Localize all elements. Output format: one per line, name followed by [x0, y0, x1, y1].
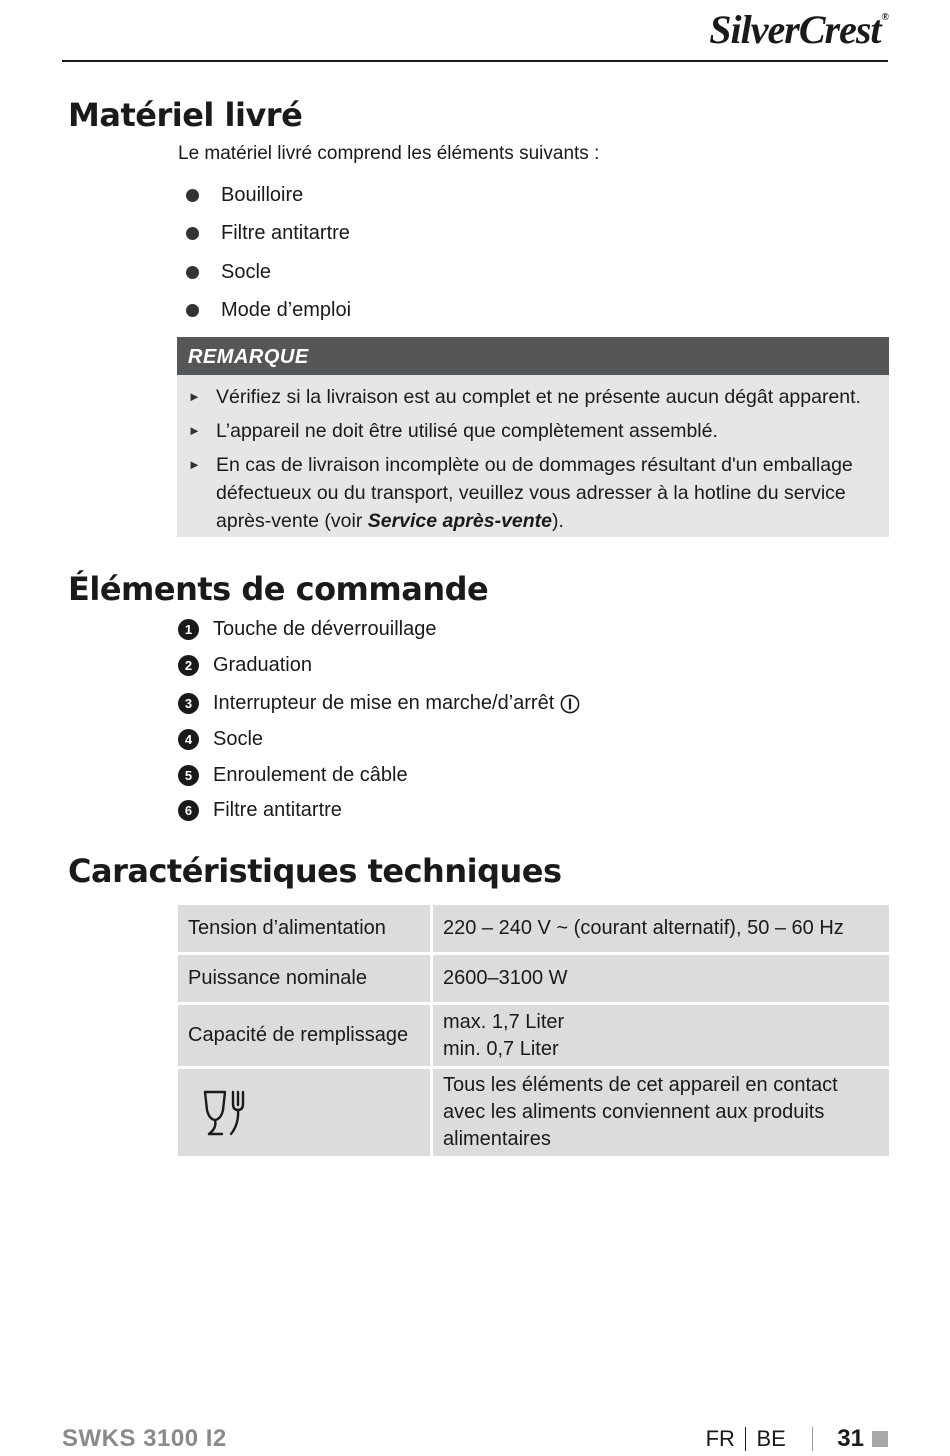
footer-lang-be: BE: [756, 1426, 786, 1451]
spec-value: Tous les éléments de cet appareil en contact avec les aliments conviennent aux produits alimentaires: [433, 1069, 889, 1159]
divider: [812, 1427, 814, 1451]
section-title-delivery: Matériel livré: [68, 96, 303, 134]
arrow-right-icon: ►: [188, 389, 201, 404]
number-badge: 6: [178, 800, 199, 821]
list-item: 6 Filtre antitartre: [178, 793, 580, 829]
table-row: [178, 955, 889, 1005]
note-heading: REMARQUE: [177, 337, 889, 375]
bullet-icon: [186, 304, 199, 317]
delivery-list: [178, 176, 351, 330]
arrow-right-icon: ►: [188, 457, 201, 472]
spec-key: Tension d’alimentation: [178, 905, 433, 955]
list-item: Socle: [178, 253, 351, 292]
table-row: [178, 905, 889, 955]
list-item: Filtre antitartre: [178, 215, 351, 254]
square-marker-icon: [872, 1431, 888, 1447]
spec-value: 220 – 240 V ~ (courant alternatif), 50 – 60 Hz: [433, 905, 889, 955]
section-title-controls: Éléments de commande: [68, 570, 489, 608]
list-item: Mode d’emploi: [178, 292, 351, 331]
specs-table: [178, 905, 889, 1159]
bullet-icon: [186, 266, 199, 279]
brand-logo: SilverCrest®: [709, 7, 888, 52]
footer-lang-fr: FR: [705, 1426, 735, 1451]
bullet-icon: [186, 189, 199, 202]
number-badge: 5: [178, 765, 199, 786]
food-safe-glass-fork-icon: [202, 1088, 248, 1138]
spec-value: max. 1,7 Liter min. 0,7 Liter: [433, 1005, 889, 1069]
list-item: ► En cas de livraison incomplète ou de dommages résultant d'un emballage défectueux ou du transport, veuillez vous adresser à la hotline du service après-vente (voir Service après-vente).: [188, 451, 869, 535]
footer-page-info: [706, 1425, 888, 1453]
list-item: 1 Touche de déverrouillage: [178, 612, 580, 648]
controls-list: [178, 612, 580, 829]
table-row: [178, 1005, 889, 1069]
section-title-specs: Caractéristiques techniques: [68, 852, 562, 890]
list-item: 3 Interrupteur de mise en marche/d’arrêt: [178, 685, 580, 722]
spec-key: Puissance nominale: [178, 955, 433, 1005]
spec-key: [178, 1069, 433, 1159]
arrow-right-icon: ►: [188, 423, 201, 438]
page-number: 31: [837, 1425, 864, 1452]
list-item: 2 Graduation: [178, 648, 580, 684]
header-rule: [62, 60, 888, 62]
number-badge: 1: [178, 619, 199, 640]
power-switch-icon: [560, 694, 580, 714]
number-badge: 4: [178, 729, 199, 750]
list-item: ► L’appareil ne doit être utilisé que complètement assemblé.: [188, 417, 869, 445]
note-box: [177, 337, 889, 537]
spec-key: Capacité de remplissage: [178, 1005, 433, 1069]
list-item: 5 Enroulement de câble: [178, 758, 580, 794]
service-reference: Service après-vente: [367, 510, 553, 532]
number-badge: 3: [178, 693, 199, 714]
number-badge: 2: [178, 655, 199, 676]
delivery-intro: Le matériel livré comprend les éléments suivants :: [178, 143, 600, 164]
list-item: Bouilloire: [178, 176, 351, 215]
table-row: [178, 1069, 889, 1159]
bullet-icon: [186, 227, 199, 240]
footer-model: SWKS 3100 I2: [62, 1425, 227, 1452]
list-item: ► Vérifiez si la livraison est au complet et ne présente aucun dégât apparent.: [188, 383, 869, 411]
note-list: [177, 375, 889, 535]
spec-value: 2600–3100 W: [433, 955, 889, 1005]
list-item: 4 Socle: [178, 722, 580, 758]
divider: [745, 1427, 747, 1451]
